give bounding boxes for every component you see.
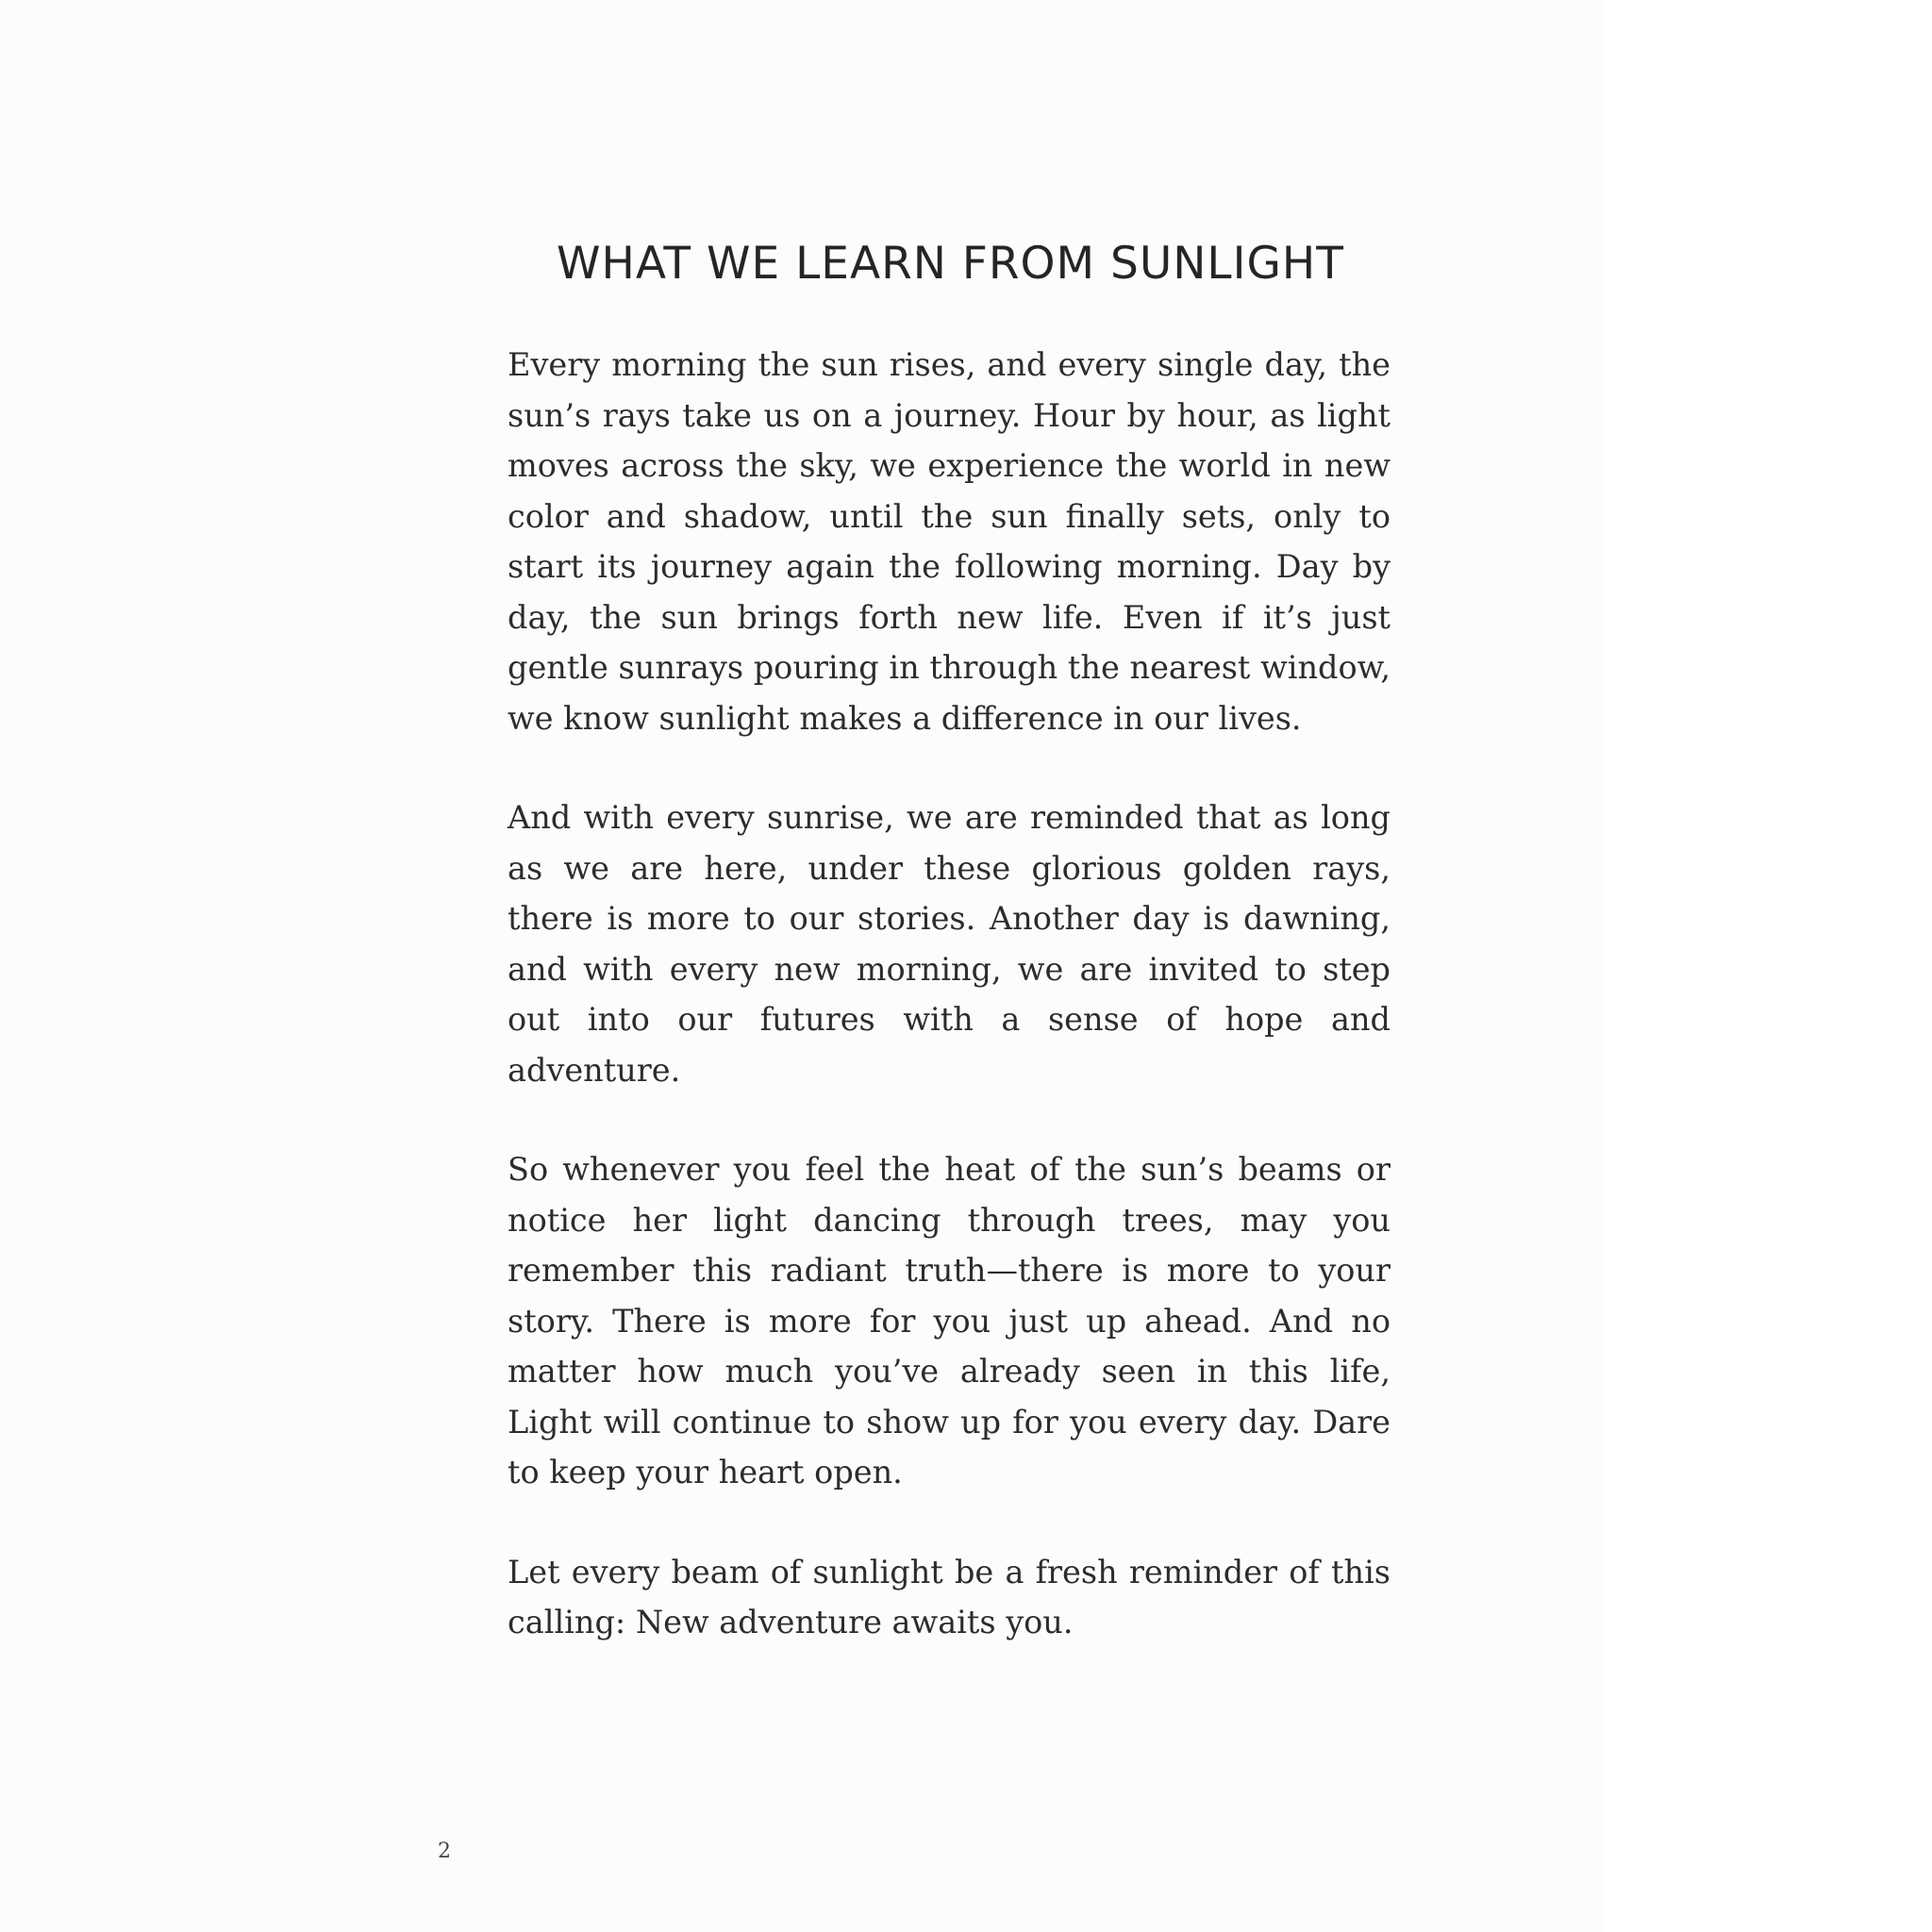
page-content: [508, 236, 1391, 1697]
page-number: 2: [438, 1840, 451, 1863]
paragraph-4: Let every beam of sunlight be a fresh reminder of this calling: New adventure awaits you.: [508, 1553, 1391, 1641]
paragraph-2: And with every sunrise, we are reminded that as long as we are here, under these glorious golden rays, there is more to our stories. Another day is dawning, and with every new morning, we are invited to step out into our futures with a sense of hope and adventure.: [508, 799, 1391, 1089]
page-margin: [1604, 0, 1932, 1932]
chapter-title: WHAT WE LEARN FROM SUNLIGHT: [557, 238, 1344, 290]
paragraph-3: So whenever you feel the heat of the sun’s beams or notice her light dancing through trees, may you remember this radiant truth—there is more to your story. There is more for you just up ahead. And no matter how much you’ve already seen in this life, Light will continue to show up for you every day. Dare to keep your heart open.: [508, 1151, 1391, 1491]
paragraph-1: Every morning the sun rises, and every single day, the sun’s rays take us on a journey. Hour by hour, as light moves across the sky, we experience the world in new color and shadow, until the sun finally sets, only to start its journey again the following morning. Day by day, the sun brings forth new life. Even if it’s just gentle sunrays pouring in through the nearest window, we know sunlight makes a difference in our lives.: [508, 346, 1391, 737]
